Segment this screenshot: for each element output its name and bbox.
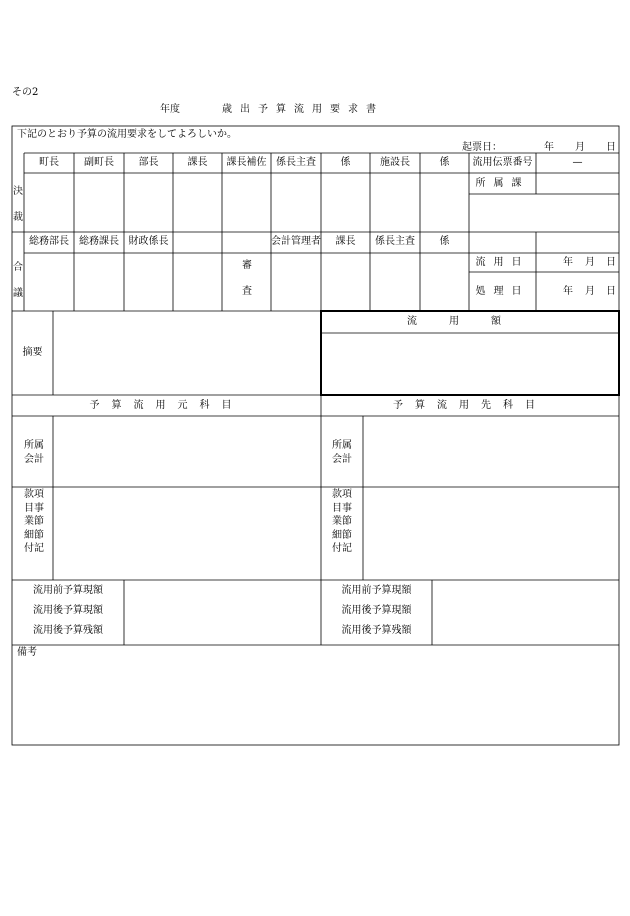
kessai-col-unit-chief: 係長主査 xyxy=(276,157,316,168)
transfer-date-label: 流用日 xyxy=(475,257,530,268)
transfer-date-month: 月 xyxy=(585,257,595,268)
destination-before-label: 流用前予算現額 xyxy=(341,585,412,596)
form-title: 歳出予算流用要求書 xyxy=(222,104,384,115)
transfer-date-year: 年 xyxy=(563,257,573,268)
kessai-col-assistant-chief: 課長補佐 xyxy=(226,157,267,168)
kessai-col-section-chief: 課長 xyxy=(187,157,208,168)
source-heading: 予算流用元科目 xyxy=(89,400,244,411)
remarks-label: 備考 xyxy=(17,647,37,658)
kessai-col-facility-head: 施設長 xyxy=(380,157,410,168)
kessai-col-staff: 係 xyxy=(340,157,351,168)
source-before-label: 流用前予算現額 xyxy=(33,585,103,596)
kessai-col-staff-2: 係 xyxy=(439,157,450,168)
gougi-label: 合議 xyxy=(13,262,23,299)
fiscal-year-label: 年度 xyxy=(160,104,180,115)
destination-remaining-label: 流用後予算残額 xyxy=(341,625,412,636)
issue-date-year: 年 xyxy=(544,142,554,153)
destination-account-label: 所属会計 xyxy=(332,440,352,465)
destination-category-label: 款項目事業節細節付記 xyxy=(332,489,352,554)
gougi-col-general-affairs-director: 総務部長 xyxy=(29,236,69,247)
source-after-label: 流用後予算現額 xyxy=(33,605,103,616)
destination-after-label: 流用後予算現額 xyxy=(341,605,412,616)
kessai-col-mayor: 町長 xyxy=(39,157,59,168)
destination-heading: 予算流用先科目 xyxy=(393,400,547,411)
source-account-label: 所属会計 xyxy=(24,440,44,465)
voucher-number-label: 流用伝票番号 xyxy=(472,157,533,168)
voucher-number-value: — xyxy=(572,157,583,168)
source-category-label: 款項目事業節細節付記 xyxy=(24,489,44,554)
gougi-col-finance-chief: 財政係長 xyxy=(128,236,169,247)
kessai-col-director: 部長 xyxy=(138,157,159,168)
audit-label: 審査 xyxy=(242,260,252,297)
request-statement: 下記のとおり予算の流用要求をしてよろしいか。 xyxy=(17,129,237,140)
issue-date-label: 起票日： xyxy=(462,142,502,153)
gougi-col-accounting-manager: 会計管理者 xyxy=(271,236,321,247)
process-date-label: 処理日 xyxy=(475,286,530,297)
process-date-day: 日 xyxy=(606,286,616,297)
form-number: その2 xyxy=(12,87,39,98)
process-date-month: 月 xyxy=(585,286,595,297)
transfer-date-day: 日 xyxy=(606,257,616,268)
summary-label: 摘要 xyxy=(22,347,43,358)
gougi-col-general-affairs-chief: 総務課長 xyxy=(79,236,119,247)
department-label: 所属課 xyxy=(475,178,530,189)
issue-date-month: 月 xyxy=(575,142,585,153)
gougi-col-section-chief: 課長 xyxy=(335,236,356,247)
kessai-col-deputy-mayor: 副町長 xyxy=(84,157,114,168)
process-date-year: 年 xyxy=(563,286,573,297)
gougi-col-staff: 係 xyxy=(439,236,450,247)
issue-date-day: 日 xyxy=(606,142,616,153)
source-remaining-label: 流用後予算残額 xyxy=(33,625,103,636)
gougi-col-unit-chief: 係長主査 xyxy=(375,236,415,247)
amount-label: 流用額 xyxy=(407,316,533,327)
kessai-label: 決裁 xyxy=(13,186,23,223)
